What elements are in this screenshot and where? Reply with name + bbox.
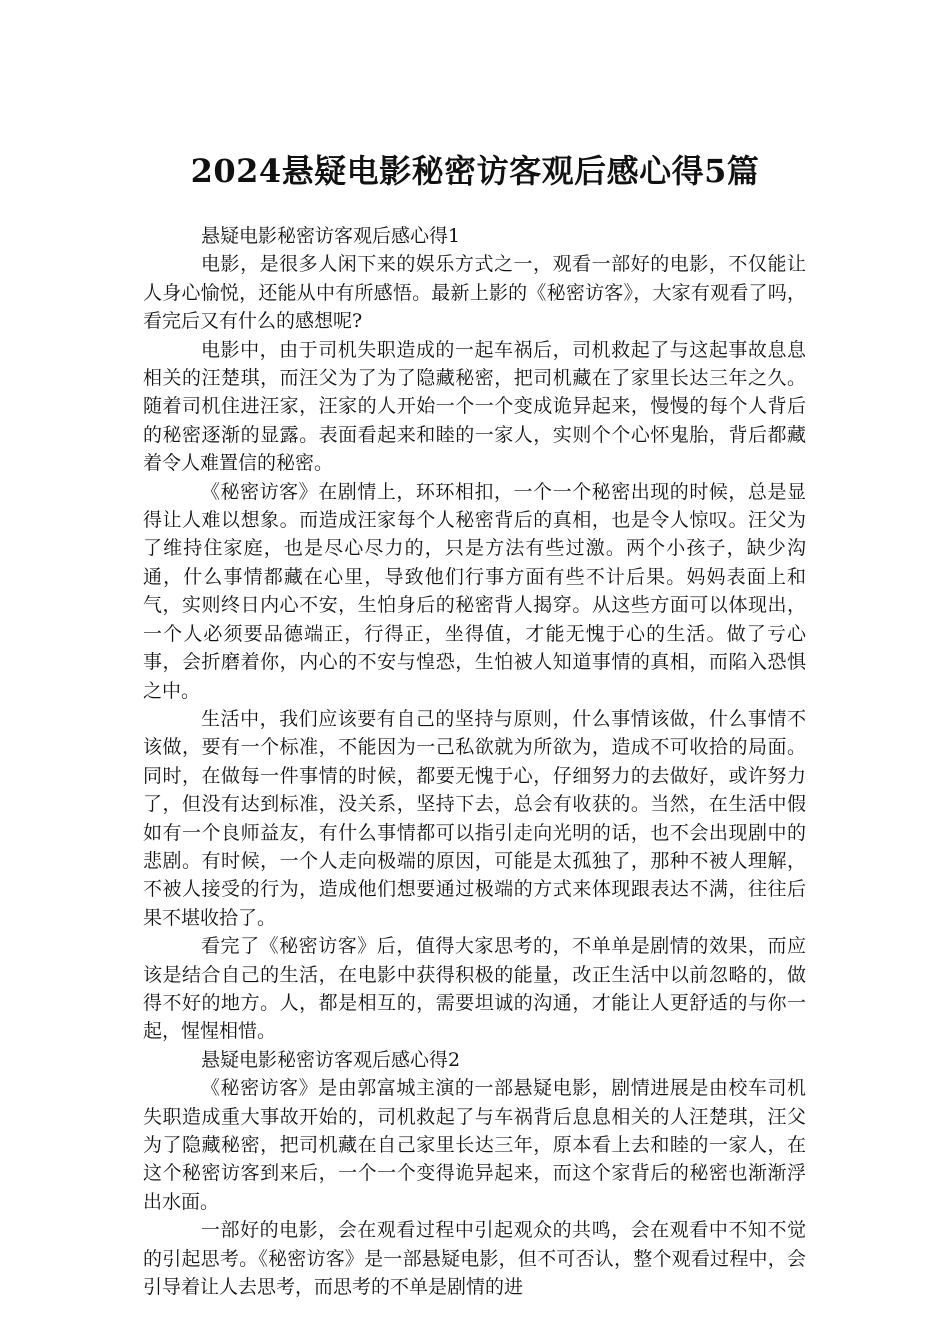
document-body	[143, 222, 806, 1301]
section-1	[143, 222, 806, 1046]
paragraph: 电影，是很多人闲下来的娱乐方式之一，观看一部好的电影，不仅能让人身心愉悦，还能从中有所感悟。最新上影的《秘密访客》，大家有观看了吗，看完后又有什么的感想呢?	[143, 253, 806, 333]
paragraph: 《秘密访客》是由郭富城主演的一部悬疑电影，剧情进展是由校车司机失职造成重大事故开始的，司机救起了与车祸背后息息相关的人汪楚琪，汪父为了隐藏秘密，把司机藏在自己家里长达三年，原本看上去和睦的一家人，在这个秘密访客到来后，一个一个变得诡异起来，而这个家背后的秘密也渐渐浮出水面。	[143, 1077, 806, 1213]
document-title: 2024悬疑电影秘密访客观后感心得5篇	[190, 152, 760, 191]
section-heading: 悬疑电影秘密访客观后感心得2	[201, 1048, 461, 1071]
paragraph: 生活中，我们应该要有自己的坚持与原则，什么事情该做，什么事情不该做，要有一个标准，不能因为一己私欲就为所欲为，造成不可收拾的局面。同时，在做每一件事情的时候，都要无愧于心，仔细努力的去做好，或许努力了，但没有达到标准，没关系，坚持下去，总会有收获的。当然，在生活中假如有一个良师益友，有什么事情都可以指引走向光明的话，也不会出现剧中的悲剧。有时候，一个人走向极端的原因，可能是太孤独了，那种不被人理解，不被人接受的行为，造成他们想要通过极端的方式来体现跟表达不满，往往后果不堪收拾了。	[143, 707, 806, 929]
paragraph: 一部好的电影，会在观看过程中引起观众的共鸣，会在观看中不知不觉的引起思考。《秘密访客》是一部悬疑电影，但不可否认，整个观看过程中，会引导着让人去思考，而思考的不单是剧情的进	[143, 1219, 806, 1299]
section-heading: 悬疑电影秘密访客观后感心得1	[201, 225, 461, 247]
section-2	[143, 1046, 806, 1302]
paragraph: 看完了《秘密访客》后，值得大家思考的，不单单是剧情的效果，而应该是结合自己的生活，在电影中获得积极的能量，改正生活中以前忽略的，做得不好的地方。人，都是相互的，需要坦诚的沟通，才能让人更舒适的与你一起，惺惺相惜。	[143, 935, 806, 1043]
paragraph: 《秘密访客》在剧情上，环环相扣，一个一个秘密出现的时候，总是显得让人难以想象。而造成汪家每个人秘密背后的真相，也是令人惊叹。汪父为了维持住家庭，也是尽心尽力的，只是方法有些过激。两个小孩子，缺少沟通，什么事情都藏在心里，导致他们行事方面有些不计后果。妈妈表面上和气，实则终日内心不安，生怕身后的秘密背人揭穿。从这些方面可以体现出，一个人必须要品德端正，行得正，坐得值，才能无愧于心的生活。做了亏心事，会折磨着你，内心的不安与惶恐，生怕被人知道事情的真相，而陷入恐惧之中。	[143, 480, 806, 702]
paragraph: 电影中，由于司机失职造成的一起车祸后，司机救起了与这起事故息息相关的汪楚琪，而汪父为了为了隐藏秘密，把司机藏在了家里长达三年之久。随着司机住进汪家，汪家的人开始一个一个变成诡异起来，慢慢的每个人背后的秘密逐渐的显露。表面看起来和睦的一家人，实则个个心怀鬼胎，背后都藏着令人难置信的秘密。	[143, 338, 806, 475]
